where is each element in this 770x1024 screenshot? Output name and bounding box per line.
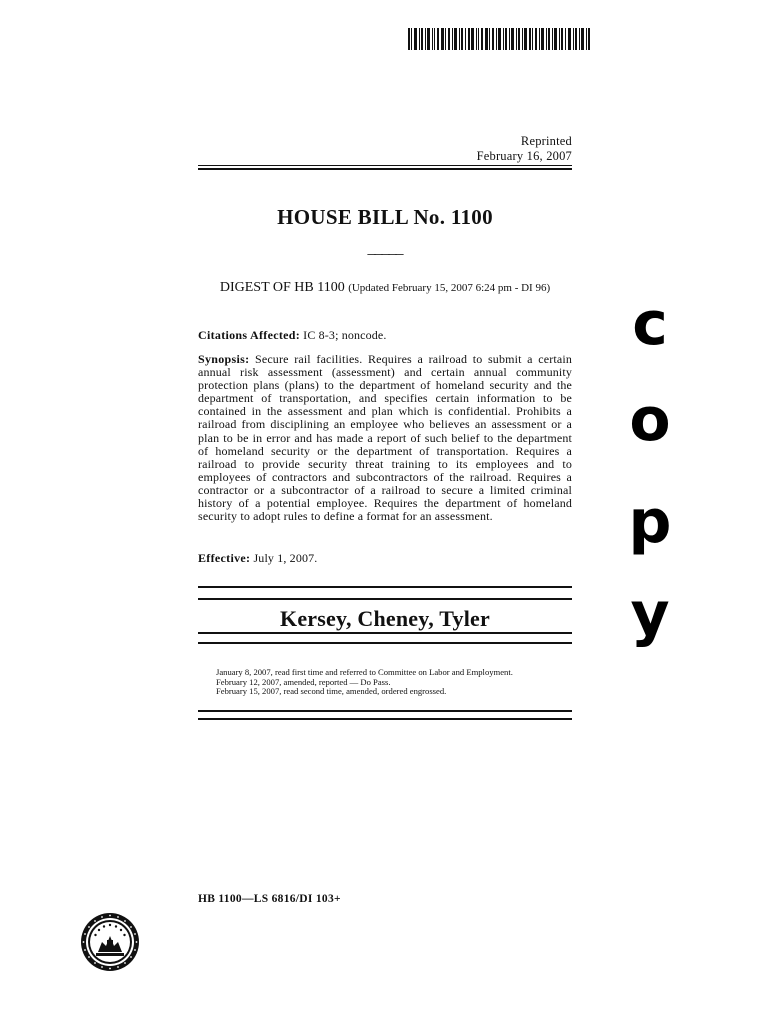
authors-rule-bottom-2 [198, 642, 572, 644]
state-seal-icon [80, 912, 140, 972]
title-separator: _____ [367, 240, 403, 257]
bill-footer: HB 1100—LS 6816/DI 103+ [198, 893, 341, 905]
history-rule-2 [198, 718, 572, 720]
digest-heading [198, 280, 572, 296]
watermark-letter-c: c [632, 289, 668, 359]
citations-text: IC 8-3; noncode. [303, 328, 387, 342]
effective-text: July 1, 2007. [253, 551, 318, 565]
digest-updated: (Updated February 15, 2007 6:24 pm - DI 96) [348, 282, 551, 294]
header-rule-top [198, 165, 572, 166]
header-rule-bottom [198, 168, 572, 170]
watermark-letter-p: p [628, 487, 672, 557]
watermark-letter-o: o [629, 385, 671, 455]
authors-rule-top-2 [198, 598, 572, 600]
effective-date [198, 552, 572, 565]
citations-affected [198, 329, 572, 342]
history-item: February 15, 2007, read second time, amended, ordered engrossed. [216, 686, 447, 696]
reprinted-label: Reprinted [520, 134, 572, 148]
effective-label: Effective: [198, 551, 251, 565]
barcode-icon [408, 28, 590, 50]
history-item: February 12, 2007, amended, reported — Do Pass. [216, 676, 391, 687]
reprint-date: February 16, 2007 [476, 149, 572, 163]
authors-rule-top-1 [198, 586, 572, 588]
citations-label: Citations Affected: [198, 328, 301, 342]
history-item: January 8, 2007, read first time and referred to Committee on Labor and Employment. [216, 667, 513, 677]
synopsis-label: Synopsis: [198, 352, 250, 366]
synopsis-text: Secure rail facilities. Requires a railroad to submit a certain annual risk assessment (assessment) and certain annual community protection plans (plans) to the department of homeland security and the department of transportation, and specifies certain information to be contained in the assessment and plan which is confidential. Prohibits a railroad from disciplining an employee who believes an assessment or a plan to be in error and has made a report of such belief to the department of homeland security or the department of transportation. Requires a railroad to provide security threat training to its employees and to employees of contractors and subcontractors of the railroad. Requires a contractor or a subcontractor of a railroad to secure a limited criminal history of a potential employee. Requires the department of homeland security to adopt rules to define a format for an assessment. [198, 352, 572, 524]
authors-rule-bottom-1 [198, 632, 572, 634]
watermark-letter-y: y [630, 579, 670, 649]
history-rule-1 [198, 710, 572, 712]
bill-title: HOUSE BILL No. 1100 [277, 205, 493, 229]
bill-authors: Kersey, Cheney, Tyler [280, 606, 490, 631]
synopsis [198, 353, 572, 523]
digest-main: DIGEST OF HB 1100 [219, 280, 345, 295]
